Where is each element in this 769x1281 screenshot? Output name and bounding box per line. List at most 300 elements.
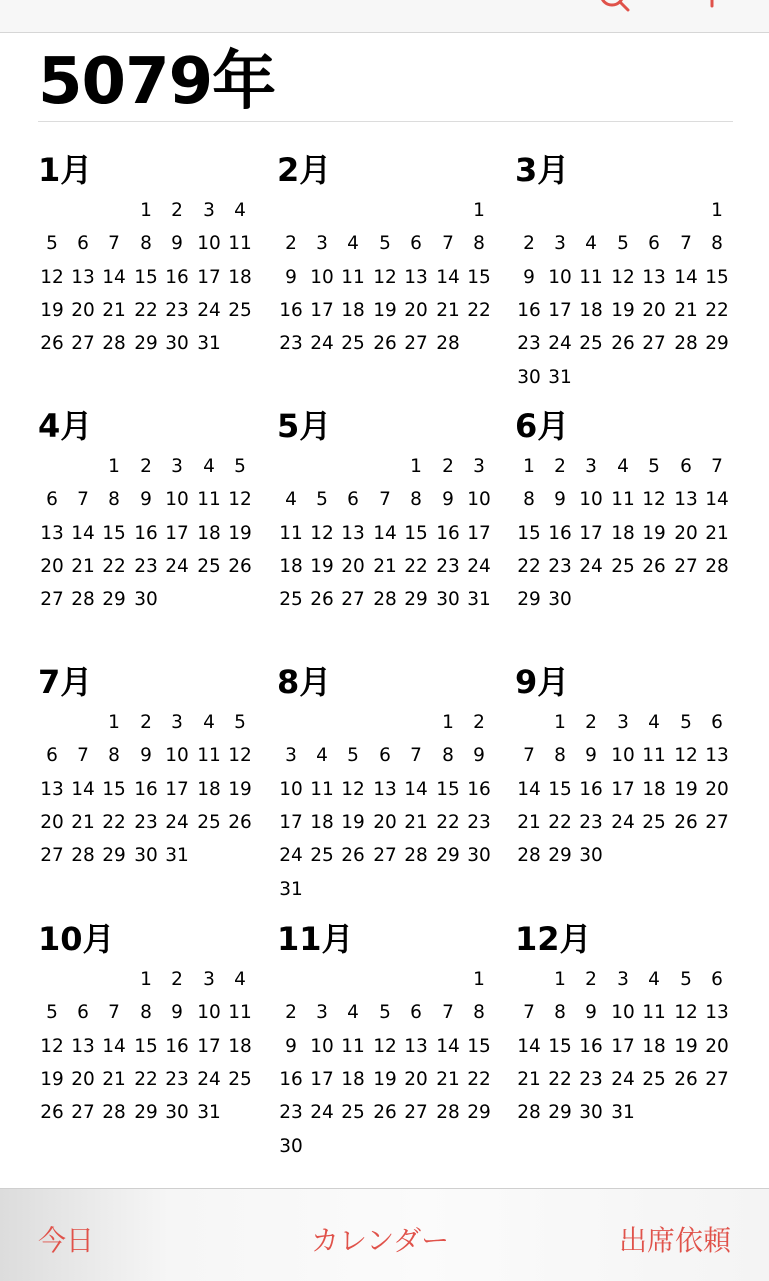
day-cell: 1 [140,200,152,221]
day-cell: 24 [279,845,303,867]
day-cell: 30 [548,589,572,611]
day-cell: 13 [71,1035,95,1057]
day-cell: 19 [373,299,397,321]
day-cell: 23 [467,811,491,833]
day-cell: 9 [442,489,454,511]
day-cell: 19 [341,811,365,833]
day-cell: 23 [165,299,189,321]
day-cell: 10 [165,489,189,511]
day-cell: 25 [642,811,666,833]
day-cell: 5 [46,233,58,255]
day-cell: 8 [108,745,120,767]
month-10[interactable] [38,921,270,1171]
tab-bar [0,1188,769,1281]
day-cell: 17 [279,811,303,833]
day-cell: 20 [40,555,64,577]
day-cell: 28 [517,845,541,867]
day-cell: 10 [611,1002,635,1024]
day-cell: 9 [140,489,152,511]
day-cell: 13 [705,1002,729,1024]
day-cell: 19 [228,522,252,544]
day-cell: 14 [102,266,126,288]
day-cell: 11 [341,1035,365,1057]
day-cell: 12 [373,266,397,288]
day-cell: 21 [517,811,541,833]
day-cell: 16 [436,522,460,544]
day-cell: 20 [642,299,666,321]
day-cell: 17 [197,1035,221,1057]
day-cell: 5 [680,712,692,733]
day-cell: 10 [579,489,603,511]
day-cell: 23 [548,555,572,577]
day-cell: 17 [611,778,635,800]
day-cell: 7 [523,745,535,767]
day-cell: 12 [674,1002,698,1024]
day-cell: 28 [436,1102,460,1124]
day-cell: 20 [404,1068,428,1090]
day-cell: 7 [442,233,454,255]
day-cell: 10 [310,266,334,288]
day-cell: 2 [140,456,152,477]
day-cell: 2 [473,712,485,733]
day-cell: 25 [197,811,221,833]
day-cell: 8 [140,233,152,255]
day-cell: 27 [404,333,428,355]
day-cell: 2 [285,1002,297,1024]
day-cell: 31 [467,589,491,611]
day-cell: 2 [523,233,535,255]
day-cell: 6 [711,712,723,733]
day-cell: 24 [579,555,603,577]
navigation-bar [0,0,769,33]
day-cell: 24 [548,333,572,355]
day-cell: 12 [228,745,252,767]
day-cell: 3 [316,233,328,255]
day-cell: 17 [579,522,603,544]
day-cell: 24 [611,811,635,833]
day-cell: 28 [404,845,428,867]
day-cell: 3 [203,969,215,990]
day-cell: 3 [617,969,629,990]
day-cell: 21 [436,299,460,321]
month-11[interactable] [277,921,509,1171]
day-cell: 8 [711,233,723,255]
day-cell: 15 [134,1035,158,1057]
day-cell: 18 [197,522,221,544]
day-cell: 8 [140,1002,152,1024]
day-cell: 15 [467,1035,491,1057]
day-cell: 26 [674,1068,698,1090]
day-cell: 14 [517,1035,541,1057]
day-cell: 7 [442,1002,454,1024]
day-cell: 28 [102,1102,126,1124]
day-cell: 17 [467,522,491,544]
day-cell: 6 [711,969,723,990]
day-cell: 12 [40,1035,64,1057]
day-cell: 27 [40,589,64,611]
day-cell: 27 [404,1102,428,1124]
day-cell: 11 [197,489,221,511]
day-cell: 3 [171,456,183,477]
day-cell: 4 [316,745,328,767]
year-divider [38,121,733,122]
day-cell: 14 [705,489,729,511]
day-cell: 25 [228,1068,252,1090]
day-cell: 20 [404,299,428,321]
day-cell: 26 [40,1102,64,1124]
day-cell: 14 [674,266,698,288]
day-cell: 20 [705,778,729,800]
day-cell: 8 [523,489,535,511]
day-cell: 14 [71,778,95,800]
day-cell: 23 [579,811,603,833]
day-cell: 31 [165,845,189,867]
day-cell: 4 [203,456,215,477]
day-cell: 22 [134,299,158,321]
year-title: 5079年 [38,45,276,119]
day-cell: 12 [40,266,64,288]
day-cell: 8 [410,489,422,511]
day-cell: 25 [310,845,334,867]
day-cell: 18 [642,1035,666,1057]
day-cell: 29 [404,589,428,611]
month-5[interactable] [277,408,509,658]
day-cell: 11 [228,1002,252,1024]
day-cell: 5 [316,489,328,511]
day-cell: 16 [165,1035,189,1057]
day-cell: 22 [467,299,491,321]
day-cell: 27 [341,589,365,611]
day-cell: 29 [134,333,158,355]
month-title: 9月 [515,663,570,701]
day-cell: 27 [705,811,729,833]
month-title: 3月 [515,151,570,189]
day-cell: 10 [611,745,635,767]
day-cell: 21 [71,555,95,577]
day-cell: 9 [585,745,597,767]
day-cell: 9 [523,266,535,288]
day-cell: 7 [680,233,692,255]
day-cell: 19 [611,299,635,321]
day-cell: 15 [467,266,491,288]
day-cell: 14 [436,1035,460,1057]
day-cell: 5 [680,969,692,990]
day-cell: 28 [517,1102,541,1124]
day-cell: 28 [705,555,729,577]
day-cell: 30 [165,333,189,355]
day-cell: 6 [648,233,660,255]
month-6[interactable] [515,408,747,658]
day-cell: 22 [467,1068,491,1090]
day-cell: 21 [102,1068,126,1090]
day-cell: 20 [373,811,397,833]
day-cell: 20 [341,555,365,577]
day-cell: 12 [611,266,635,288]
day-cell: 20 [674,522,698,544]
day-cell: 3 [554,233,566,255]
month-12[interactable] [515,921,747,1171]
day-cell: 18 [611,522,635,544]
day-cell: 28 [373,589,397,611]
day-cell: 9 [285,266,297,288]
month-9[interactable] [515,664,747,914]
day-cell: 12 [310,522,334,544]
day-cell: 23 [134,555,158,577]
day-cell: 9 [585,1002,597,1024]
day-cell: 7 [711,456,723,477]
day-cell: 26 [310,589,334,611]
day-cell: 2 [585,969,597,990]
day-cell: 26 [373,1102,397,1124]
day-cell: 11 [611,489,635,511]
day-cell: 1 [523,456,535,477]
day-cell: 7 [108,233,120,255]
day-cell: 30 [436,589,460,611]
day-cell: 8 [473,233,485,255]
month-title: 4月 [38,407,93,445]
day-cell: 5 [379,233,391,255]
day-cell: 30 [579,1102,603,1124]
day-cell: 30 [467,845,491,867]
day-cell: 25 [341,1102,365,1124]
day-cell: 31 [197,333,221,355]
day-cell: 1 [140,969,152,990]
day-cell: 11 [228,233,252,255]
day-cell: 6 [410,1002,422,1024]
day-cell: 4 [234,200,246,221]
day-cell: 16 [548,522,572,544]
day-cell: 9 [473,745,485,767]
day-cell: 2 [585,712,597,733]
day-cell: 18 [197,778,221,800]
day-cell: 9 [171,233,183,255]
day-cell: 11 [642,745,666,767]
day-cell: 16 [579,1035,603,1057]
day-cell: 17 [310,299,334,321]
day-cell: 18 [341,1068,365,1090]
day-cell: 8 [442,745,454,767]
day-cell: 16 [279,299,303,321]
day-cell: 3 [585,456,597,477]
day-cell: 31 [197,1102,221,1124]
search-icon[interactable] [592,0,632,32]
day-cell: 31 [611,1102,635,1124]
day-cell: 22 [102,555,126,577]
day-cell: 6 [379,745,391,767]
day-cell: 5 [347,745,359,767]
day-cell: 27 [40,845,64,867]
day-cell: 23 [165,1068,189,1090]
day-cell: 4 [285,489,297,511]
day-cell: 15 [548,1035,572,1057]
day-cell: 5 [648,456,660,477]
day-cell: 16 [134,522,158,544]
month-title: 10月 [38,920,115,958]
day-cell: 10 [165,745,189,767]
day-cell: 13 [40,522,64,544]
day-cell: 13 [705,745,729,767]
day-cell: 13 [341,522,365,544]
day-cell: 18 [279,555,303,577]
day-cell: 7 [410,745,422,767]
day-cell: 4 [617,456,629,477]
month-title: 2月 [277,151,332,189]
day-cell: 2 [442,456,454,477]
day-cell: 22 [548,811,572,833]
day-cell: 21 [102,299,126,321]
day-cell: 26 [674,811,698,833]
day-cell: 24 [611,1068,635,1090]
day-cell: 25 [611,555,635,577]
day-cell: 23 [517,333,541,355]
day-cell: 19 [674,1035,698,1057]
day-cell: 2 [140,712,152,733]
day-cell: 12 [228,489,252,511]
day-cell: 12 [642,489,666,511]
day-cell: 19 [373,1068,397,1090]
day-cell: 27 [373,845,397,867]
day-cell: 26 [373,333,397,355]
day-cell: 24 [467,555,491,577]
day-cell: 26 [40,333,64,355]
day-cell: 16 [467,778,491,800]
day-cell: 19 [674,778,698,800]
day-cell: 1 [554,969,566,990]
day-cell: 3 [285,745,297,767]
day-cell: 5 [379,1002,391,1024]
day-cell: 4 [347,233,359,255]
day-cell: 1 [108,456,120,477]
day-cell: 1 [473,969,485,990]
day-cell: 17 [548,299,572,321]
day-cell: 25 [642,1068,666,1090]
day-cell: 16 [579,778,603,800]
day-cell: 27 [705,1068,729,1090]
day-cell: 18 [579,299,603,321]
day-cell: 1 [410,456,422,477]
month-2[interactable] [277,152,509,402]
day-cell: 28 [436,333,460,355]
day-cell: 25 [197,555,221,577]
day-cell: 25 [579,333,603,355]
month-4[interactable] [38,408,270,658]
month-1[interactable] [38,152,270,402]
day-cell: 15 [102,778,126,800]
day-cell: 28 [674,333,698,355]
day-cell: 13 [404,266,428,288]
day-cell: 3 [203,200,215,221]
day-cell: 19 [228,778,252,800]
day-cell: 26 [228,811,252,833]
day-cell: 23 [436,555,460,577]
day-cell: 22 [548,1068,572,1090]
day-cell: 22 [102,811,126,833]
day-cell: 21 [71,811,95,833]
day-cell: 4 [234,969,246,990]
day-cell: 24 [197,1068,221,1090]
day-cell: 11 [279,522,303,544]
day-cell: 6 [347,489,359,511]
day-cell: 7 [77,489,89,511]
day-cell: 15 [517,522,541,544]
month-title: 8月 [277,663,332,701]
day-cell: 29 [467,1102,491,1124]
day-cell: 22 [705,299,729,321]
day-cell: 10 [548,266,572,288]
add-icon[interactable] [692,0,732,32]
day-cell: 6 [680,456,692,477]
day-cell: 7 [523,1002,535,1024]
day-cell: 21 [705,522,729,544]
day-cell: 1 [711,200,723,221]
day-cell: 2 [554,456,566,477]
day-cell: 6 [46,489,58,511]
today-button[interactable]: 今日 [38,1224,95,1257]
day-cell: 10 [310,1035,334,1057]
day-cell: 17 [165,778,189,800]
day-cell: 25 [279,589,303,611]
day-cell: 9 [554,489,566,511]
day-cell: 13 [404,1035,428,1057]
day-cell: 16 [134,778,158,800]
day-cell: 3 [617,712,629,733]
month-3[interactable] [515,152,747,402]
day-cell: 21 [436,1068,460,1090]
day-cell: 11 [642,1002,666,1024]
day-cell: 13 [674,489,698,511]
day-cell: 16 [165,266,189,288]
day-cell: 24 [165,811,189,833]
day-cell: 23 [279,1102,303,1124]
day-cell: 30 [517,366,541,388]
day-cell: 4 [648,712,660,733]
day-cell: 29 [436,845,460,867]
day-cell: 5 [617,233,629,255]
day-cell: 2 [171,200,183,221]
inbox-button[interactable]: 出席依頼 [618,1224,731,1257]
month-7[interactable] [38,664,270,914]
day-cell: 29 [102,845,126,867]
day-cell: 14 [404,778,428,800]
month-8[interactable] [277,664,509,914]
day-cell: 9 [140,745,152,767]
month-title: 5月 [277,407,332,445]
day-cell: 18 [310,811,334,833]
day-cell: 20 [40,811,64,833]
calendars-button[interactable]: カレンダー [311,1224,450,1257]
day-cell: 23 [579,1068,603,1090]
day-cell: 12 [373,1035,397,1057]
day-cell: 8 [108,489,120,511]
day-cell: 29 [705,333,729,355]
day-cell: 24 [310,333,334,355]
day-cell: 30 [579,845,603,867]
day-cell: 27 [642,333,666,355]
day-cell: 30 [134,589,158,611]
day-cell: 7 [77,745,89,767]
day-cell: 10 [467,489,491,511]
day-cell: 9 [171,1002,183,1024]
day-cell: 21 [404,811,428,833]
day-cell: 17 [197,266,221,288]
day-cell: 23 [279,333,303,355]
day-cell: 30 [134,845,158,867]
day-cell: 8 [473,1002,485,1024]
day-cell: 26 [611,333,635,355]
day-cell: 27 [674,555,698,577]
day-cell: 7 [379,489,391,511]
day-cell: 12 [341,778,365,800]
